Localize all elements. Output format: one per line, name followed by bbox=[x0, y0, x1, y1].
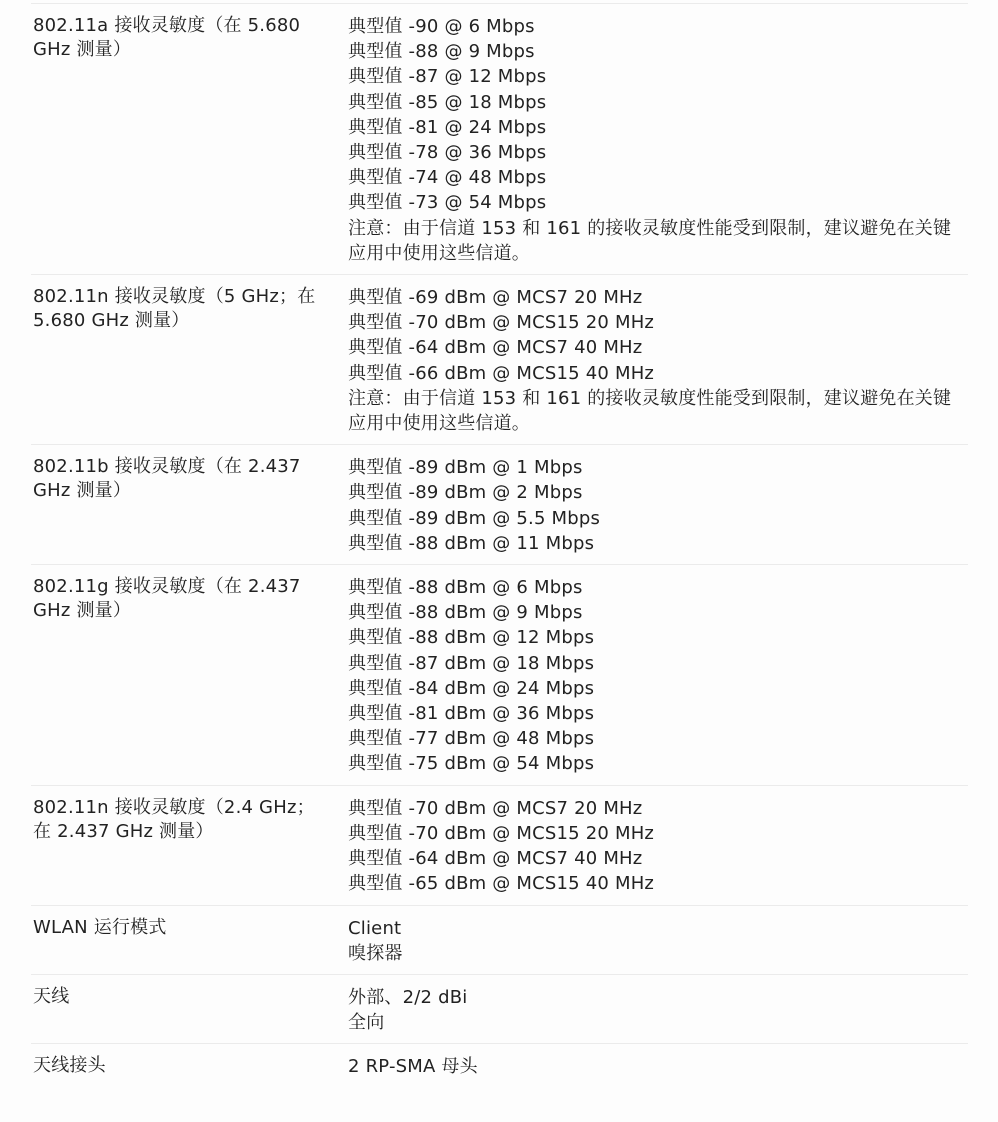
spec-label: 802.11b 接收灵敏度（在 2.437 GHz 测量） bbox=[33, 456, 301, 502]
spec-values bbox=[348, 1054, 968, 1079]
spec-value: 典型值 -66 dBm @ MCS15 40 MHz bbox=[348, 362, 655, 384]
spec-note: 注意：由于信道 153 和 161 的接收灵敏度性能受到限制，建议避免在关键应用中使用这些信道。 bbox=[348, 217, 952, 264]
spec-value: 典型值 -70 dBm @ MCS15 20 MHz bbox=[348, 822, 655, 844]
spec-value: 典型值 -81 @ 24 Mbps bbox=[348, 116, 547, 138]
spec-value: 2 RP-SMA 母头 bbox=[348, 1056, 478, 1078]
spec-value: 典型值 -88 dBm @ 12 Mbps bbox=[348, 627, 595, 649]
spec-value: 典型值 -65 dBm @ MCS15 40 MHz bbox=[348, 873, 655, 895]
spec-label: 天线 bbox=[33, 985, 70, 1007]
spec-value: 典型值 -85 @ 18 Mbps bbox=[348, 91, 547, 113]
spec-value: 典型值 -89 dBm @ 5.5 Mbps bbox=[348, 507, 601, 529]
spec-values bbox=[348, 285, 968, 436]
spec-row bbox=[31, 786, 968, 906]
spec-value: 典型值 -64 dBm @ MCS7 40 MHz bbox=[348, 337, 643, 359]
spec-value: 嗅探器 bbox=[348, 942, 403, 964]
spec-value: 典型值 -64 dBm @ MCS7 40 MHz bbox=[348, 848, 643, 870]
spec-label: 802.11g 接收灵敏度（在 2.437 GHz 测量） bbox=[33, 576, 301, 622]
spec-label: WLAN 运行模式 bbox=[33, 916, 167, 938]
spec-row bbox=[31, 445, 968, 565]
spec-label: 天线接头 bbox=[33, 1055, 106, 1077]
spec-values bbox=[348, 916, 968, 966]
spec-row bbox=[31, 975, 968, 1044]
spec-label: 802.11n 接收灵敏度（5 GHz；在 5.680 GHz 测量） bbox=[33, 286, 316, 332]
spec-value: Client bbox=[348, 917, 402, 939]
spec-value: 外部、2/2 dBi bbox=[348, 986, 468, 1008]
spec-value: 典型值 -88 dBm @ 9 Mbps bbox=[348, 602, 583, 624]
spec-value: 典型值 -89 dBm @ 2 Mbps bbox=[348, 482, 583, 504]
spec-row bbox=[31, 1044, 968, 1087]
spec-value: 典型值 -88 @ 9 Mbps bbox=[348, 41, 535, 63]
spec-label: 802.11n 接收灵敏度（2.4 GHz；在 2.437 GHz 测量） bbox=[33, 796, 315, 842]
spec-value: 典型值 -89 dBm @ 1 Mbps bbox=[348, 457, 583, 479]
spec-value: 典型值 -78 @ 36 Mbps bbox=[348, 142, 547, 164]
spec-values bbox=[348, 796, 968, 897]
spec-value: 典型值 -88 dBm @ 6 Mbps bbox=[348, 577, 583, 599]
spec-note: 注意：由于信道 153 和 161 的接收灵敏度性能受到限制，建议避免在关键应用中使用这些信道。 bbox=[348, 387, 952, 435]
spec-value: 典型值 -69 dBm @ MCS7 20 MHz bbox=[348, 287, 643, 309]
spec-value: 典型值 -90 @ 6 Mbps bbox=[348, 16, 535, 37]
spec-value: 典型值 -74 @ 48 Mbps bbox=[348, 167, 547, 189]
spec-values bbox=[348, 14, 968, 266]
spec-values bbox=[348, 455, 968, 556]
spec-value: 典型值 -84 dBm @ 24 Mbps bbox=[348, 677, 595, 699]
spec-row bbox=[31, 275, 968, 445]
spec-value: 典型值 -70 dBm @ MCS7 20 MHz bbox=[348, 797, 643, 819]
spec-row bbox=[31, 4, 968, 275]
spec-value: 全向 bbox=[348, 1012, 385, 1034]
spec-values bbox=[348, 985, 968, 1035]
spec-value: 典型值 -70 dBm @ MCS15 20 MHz bbox=[348, 312, 655, 334]
spec-value: 典型值 -88 dBm @ 11 Mbps bbox=[348, 532, 595, 554]
spec-value: 典型值 -73 @ 54 Mbps bbox=[348, 192, 547, 214]
spec-values bbox=[348, 575, 968, 777]
spec-value: 典型值 -75 dBm @ 54 Mbps bbox=[348, 753, 595, 775]
spec-value: 典型值 -87 dBm @ 18 Mbps bbox=[348, 652, 595, 674]
spec-row bbox=[31, 565, 968, 786]
spec-value: 典型值 -81 dBm @ 36 Mbps bbox=[348, 703, 595, 725]
spec-value: 典型值 -87 @ 12 Mbps bbox=[348, 66, 547, 88]
spec-table bbox=[31, 4, 968, 1088]
spec-row bbox=[31, 906, 968, 975]
spec-value: 典型值 -77 dBm @ 48 Mbps bbox=[348, 728, 595, 750]
spec-label: 802.11a 接收灵敏度（在 5.680 GHz 测量） bbox=[33, 15, 301, 60]
